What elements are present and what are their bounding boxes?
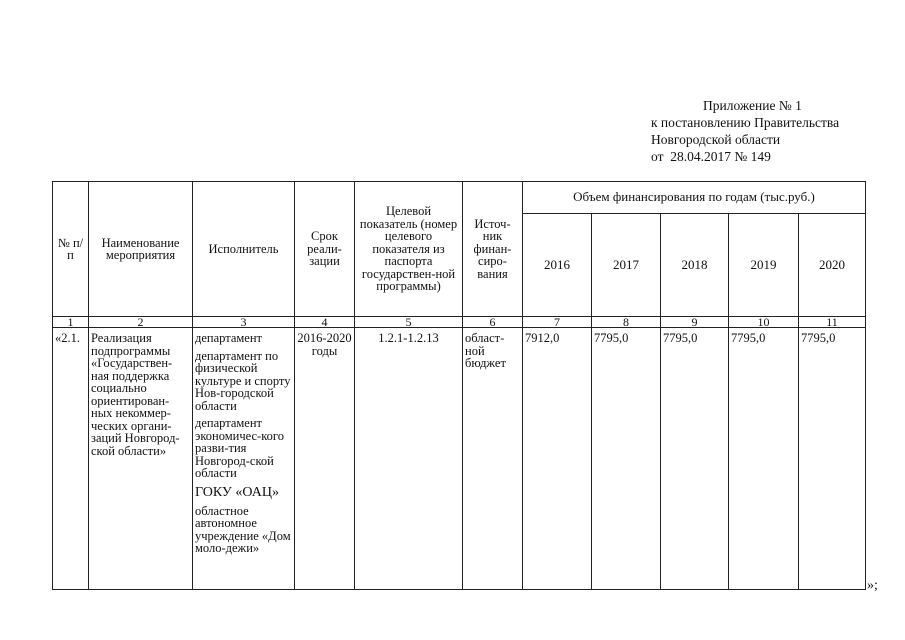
header-volume: Объем финансирования по годам (тыс.руб.) [523, 182, 866, 214]
column-number: 6 [463, 317, 523, 328]
header-year: 2016 [523, 214, 592, 317]
header-year: 2018 [661, 214, 729, 317]
row-value: 7795,0 [592, 328, 661, 590]
row-source: област-ной бюджет [463, 328, 523, 590]
date-line [651, 148, 839, 165]
header-name: Наименование мероприятия [89, 182, 193, 317]
column-number: 5 [355, 317, 463, 328]
header-source: Источ-ник финан-сиро-вания [463, 182, 523, 317]
column-number: 8 [592, 317, 661, 328]
region-line: Новгородской области [651, 132, 781, 147]
header-target: Целевой показатель (номер целевого показателя из паспорта государствен-ной программы) [355, 182, 463, 317]
header-year: 2017 [592, 214, 661, 317]
row-value: 7912,0 [523, 328, 592, 590]
column-number: 11 [799, 317, 866, 328]
row-target: 1.2.1-1.2.13 [355, 328, 463, 590]
executor: ГОКУ «ОАЦ» [195, 484, 279, 500]
row-executors [193, 328, 295, 590]
row-period: 2016-2020 годы [295, 328, 355, 590]
header-year: 2019 [729, 214, 799, 317]
column-number: 10 [729, 317, 799, 328]
column-number: 7 [523, 317, 592, 328]
column-number: 3 [193, 317, 295, 328]
row-value: 7795,0 [729, 328, 799, 590]
row-value: 7795,0 [661, 328, 729, 590]
executor: департамент по физической культуре и спорту Нов-городской области [195, 348, 291, 413]
column-number: 1 [53, 317, 89, 328]
row-num: «2.1. [53, 328, 89, 590]
column-number: 9 [661, 317, 729, 328]
row-value: 7795,0 [799, 328, 866, 590]
closing-quote: »; [867, 578, 878, 593]
date-prefix: от [651, 149, 664, 164]
header-period: Срок реали-зации [295, 182, 355, 317]
document-header [651, 97, 839, 165]
resolution-date: 28.04.2017 № 149 [670, 149, 771, 164]
executor: областное автономное учреждение «Дом моло-дежи» [195, 503, 291, 555]
table-row [53, 328, 866, 590]
executor: департамент экономичес-кого разви-тия Новгород-ской области [195, 416, 284, 480]
column-number: 4 [295, 317, 355, 328]
header-num: № п/п [53, 182, 89, 317]
financing-table [52, 181, 866, 590]
row-name: Реализация подпрограммы «Государствен-ная поддержка социально ориентирован-ных некоммер-ческих органи-заций Новгород-ской области» [89, 328, 193, 590]
executor: департамент [195, 331, 263, 345]
header-year: 2020 [799, 214, 866, 317]
column-number-row [53, 317, 866, 328]
column-number: 2 [89, 317, 193, 328]
header-executor: Исполнитель [193, 182, 295, 317]
resolution-line: к постановлению Правительства [651, 115, 840, 130]
appendix-title: Приложение № 1 [703, 98, 802, 113]
